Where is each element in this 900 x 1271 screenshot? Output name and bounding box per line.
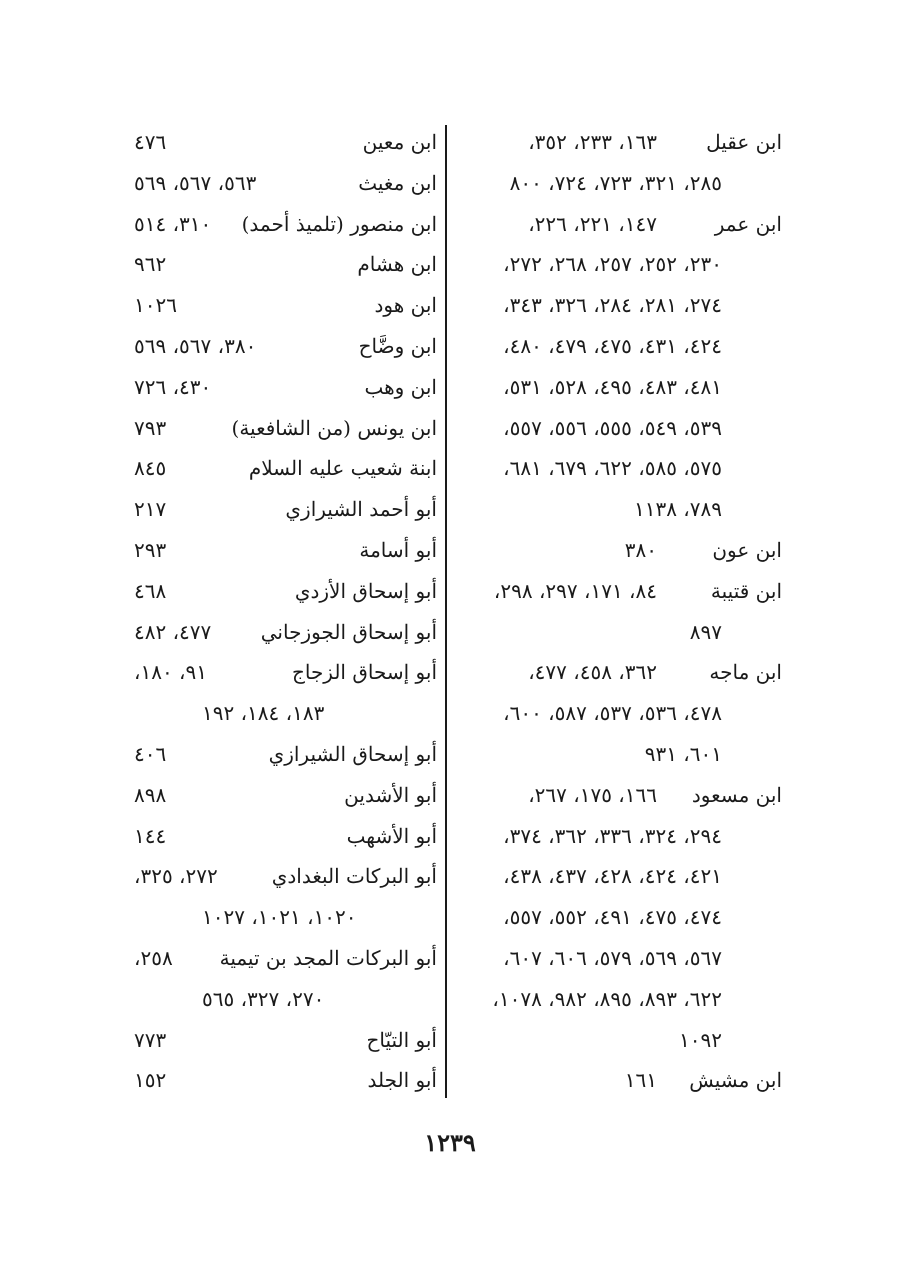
entry-pages: ٨٤، ١٧١، ٢٩٧، ٢٩٨، [493, 578, 657, 603]
entry-pages: ٣٦٢، ٤٥٨، ٤٧٧، [528, 660, 657, 685]
index-entry [112, 734, 437, 775]
entry-pages: ٤٣٠، ٧٢٦ [134, 374, 212, 399]
index-entry [112, 571, 437, 612]
entry-name: ابن قتيبة [710, 578, 782, 603]
index-entry [112, 979, 437, 1020]
entry-pages: ٢٧٤، ٢٨١، ٢٨٤، ٣٢٦، ٣٤٣، [503, 293, 722, 318]
index-entry [112, 693, 437, 734]
entry-pages: ٧٩٣ [134, 415, 167, 440]
entry-pages: ٤٧٨، ٥٣٦، ٥٣٧، ٥٨٧، ٦٠٠، [503, 701, 722, 726]
index-entry [452, 775, 782, 816]
entry-pages: ٦٢٢، ٨٩٣، ٨٩٥، ٩٨٢، ١٠٧٨، [492, 986, 722, 1011]
entry-pages: ١٠٢٦ [134, 293, 177, 318]
index-entry [452, 408, 782, 449]
page-number: ١٢٣٩ [424, 1128, 476, 1157]
entry-name: أبو إسحاق الجوزجاني [260, 619, 437, 644]
entry-name: أبو البركات المجد بن تيمية [219, 945, 437, 970]
entry-pages: ٥٧٥، ٥٨٥، ٦٢٢، ٦٧٩، ٦٨١، [503, 456, 722, 481]
index-entry [112, 367, 437, 408]
entry-name: أبو الأشهب [346, 823, 437, 848]
entry-name: ابن هشام [357, 252, 437, 277]
entry-pages: ٤٧٦ [134, 130, 167, 154]
index-entry [452, 897, 782, 938]
entry-name: ابن هود [374, 293, 437, 318]
entry-name: ابن مغيث [358, 170, 437, 195]
entry-pages: ١٠٩٢ [679, 1027, 722, 1052]
index-column-right [452, 122, 782, 1101]
entry-pages: ٧٨٩، ١١٣٨ [633, 497, 722, 522]
index-entry [452, 979, 782, 1020]
index-entry [112, 163, 437, 204]
entry-name: أبو إسحاق الشيرازي [268, 741, 437, 766]
index-entry [112, 1060, 437, 1101]
index-entry [452, 612, 782, 653]
entry-name: أبو الجلد [367, 1068, 437, 1093]
index-entry [452, 530, 782, 571]
index-entry [452, 367, 782, 408]
index-entry [112, 448, 437, 489]
index-entry [452, 163, 782, 204]
index-entry [452, 938, 782, 979]
index-entry [452, 489, 782, 530]
entry-name: ابن عمر [714, 211, 782, 236]
entry-pages: ١٤٤ [134, 823, 167, 848]
index-entry [112, 408, 437, 449]
entry-pages: ٤٢٤، ٤٣١، ٤٧٥، ٤٧٩، ٤٨٠، [503, 333, 722, 358]
entry-pages: ٥٦٣، ٥٦٧، ٥٦٩ [134, 170, 257, 195]
entry-pages: ٢٧٠، ٣٢٧، ٥٦٥ [202, 986, 325, 1011]
index-entry [452, 693, 782, 734]
entry-pages: ٢٩٣ [134, 537, 167, 562]
entry-pages: ٨٤٥ [134, 456, 167, 481]
index-entry [112, 612, 437, 653]
index-entry [112, 285, 437, 326]
entry-pages: ٢٧٢، ٣٢٥، [134, 864, 218, 889]
entry-pages: ٢١٧ [134, 497, 167, 522]
entry-name: أبو الأشدين [344, 782, 437, 807]
entry-pages: ٢٣٠، ٢٥٢، ٢٥٧، ٢٦٨، ٢٧٢، [503, 252, 722, 277]
entry-name: ابن يونس (من الشافعية) [231, 415, 437, 440]
entry-name: أبو التيّاح [366, 1027, 437, 1052]
entry-name: ابنة شعيب عليه السلام [248, 456, 437, 481]
index-entry [452, 285, 782, 326]
index-entry [452, 1060, 782, 1101]
entry-pages: ٨٩٧ [689, 619, 722, 644]
entry-pages: ١٦١ [624, 1068, 657, 1093]
entry-pages: ٩٦٢ [134, 252, 167, 277]
entry-pages: ٣٨٠، ٥٦٧، ٥٦٩ [134, 333, 257, 358]
index-entry [112, 856, 437, 897]
entry-pages: ١٨٣، ١٨٤، ١٩٢ [202, 701, 325, 726]
index-entry [112, 204, 437, 245]
index-entry [112, 897, 437, 938]
index-entry [452, 204, 782, 245]
entry-pages: ٥٣٩، ٥٤٩، ٥٥٥، ٥٥٦، ٥٥٧، [503, 415, 722, 440]
index-entry [452, 652, 782, 693]
index-entry [452, 816, 782, 857]
entry-pages: ٣١٠، ٥١٤ [134, 211, 212, 236]
index-entry [452, 856, 782, 897]
index-entry [452, 571, 782, 612]
entry-name: ابن ماجه [709, 660, 782, 685]
entry-pages: ٢٩٤، ٣٢٤، ٣٣٦، ٣٦٢، ٣٧٤، [503, 823, 722, 848]
entry-name: ابن مشيش [689, 1068, 782, 1093]
entry-pages: ٧٧٣ [134, 1027, 167, 1052]
entry-name: ابن وهب [364, 374, 437, 399]
index-entry [452, 734, 782, 775]
entry-pages: ٣٨٠ [624, 537, 657, 562]
entry-name: أبو إسحاق الأزدي [294, 578, 437, 603]
entry-pages: ٤٦٨ [134, 578, 167, 603]
entry-name: أبو أسامة [359, 537, 437, 562]
entry-name: ابن وضَّاح [358, 333, 437, 358]
entry-pages: ١٥٢ [134, 1068, 167, 1093]
index-entry [112, 244, 437, 285]
entry-name: أبو أحمد الشيرازي [285, 497, 437, 522]
index-entry [112, 1020, 437, 1061]
index-entry [112, 816, 437, 857]
entry-pages: ٥٦٧، ٥٦٩، ٥٧٩، ٦٠٦، ٦٠٧، [503, 945, 722, 970]
entry-pages: ٤٨١، ٤٨٣، ٤٩٥، ٥٢٨، ٥٣١، [503, 374, 722, 399]
index-entry [112, 652, 437, 693]
index-entry [452, 244, 782, 285]
index-entry [112, 122, 437, 163]
entry-pages: ٤٠٦ [134, 741, 167, 766]
index-entry [452, 1020, 782, 1061]
entry-pages: ٤٧٧، ٤٨٢ [134, 619, 212, 644]
index-column-left [112, 122, 437, 1101]
entry-pages: ١٤٧، ٢٢١، ٢٢٦، [528, 211, 657, 236]
entry-name: ابن منصور (تلميذ أحمد) [241, 211, 437, 236]
entry-pages: ٤٢١، ٤٢٤، ٤٢٨، ٤٣٧، ٤٣٨، [503, 864, 722, 889]
entry-pages: ٦٠١، ٩٣١ [644, 741, 722, 766]
entry-name: أبو البركات البغدادي [271, 864, 437, 889]
entry-pages: ١٦٦، ١٧٥، ٢٦٧، [528, 782, 657, 807]
entry-name: ابن عون [712, 537, 782, 562]
index-entry [112, 775, 437, 816]
entry-name: أبو إسحاق الزجاج [291, 660, 437, 685]
entry-name: ابن مسعود [691, 782, 782, 807]
entry-pages: ٨٩٨ [134, 782, 167, 807]
entry-pages: ١٦٣، ٢٣٣، ٣٥٢، [528, 130, 657, 154]
column-divider [445, 125, 447, 1098]
entry-pages: ٢٨٥، ٣٢١، ٧٢٣، ٧٢٤، ٨٠٠ [509, 170, 722, 195]
index-entry [112, 489, 437, 530]
entry-pages: ٩١، ١٨٠، [134, 660, 207, 685]
index-entry [112, 938, 437, 979]
index-entry [112, 530, 437, 571]
entry-pages: ١٠٢٠، ١٠٢١، ١٠٢٧ [202, 905, 357, 930]
index-entry [452, 122, 782, 163]
entry-pages: ٢٥٨، [134, 945, 173, 970]
entry-pages: ٤٧٤، ٤٧٥، ٤٩١، ٥٥٢، ٥٥٧، [503, 905, 722, 930]
index-entry [112, 326, 437, 367]
index-entry [452, 326, 782, 367]
index-entry [452, 448, 782, 489]
entry-name: ابن عقيل [706, 130, 782, 154]
entry-name: ابن معين [362, 130, 437, 154]
